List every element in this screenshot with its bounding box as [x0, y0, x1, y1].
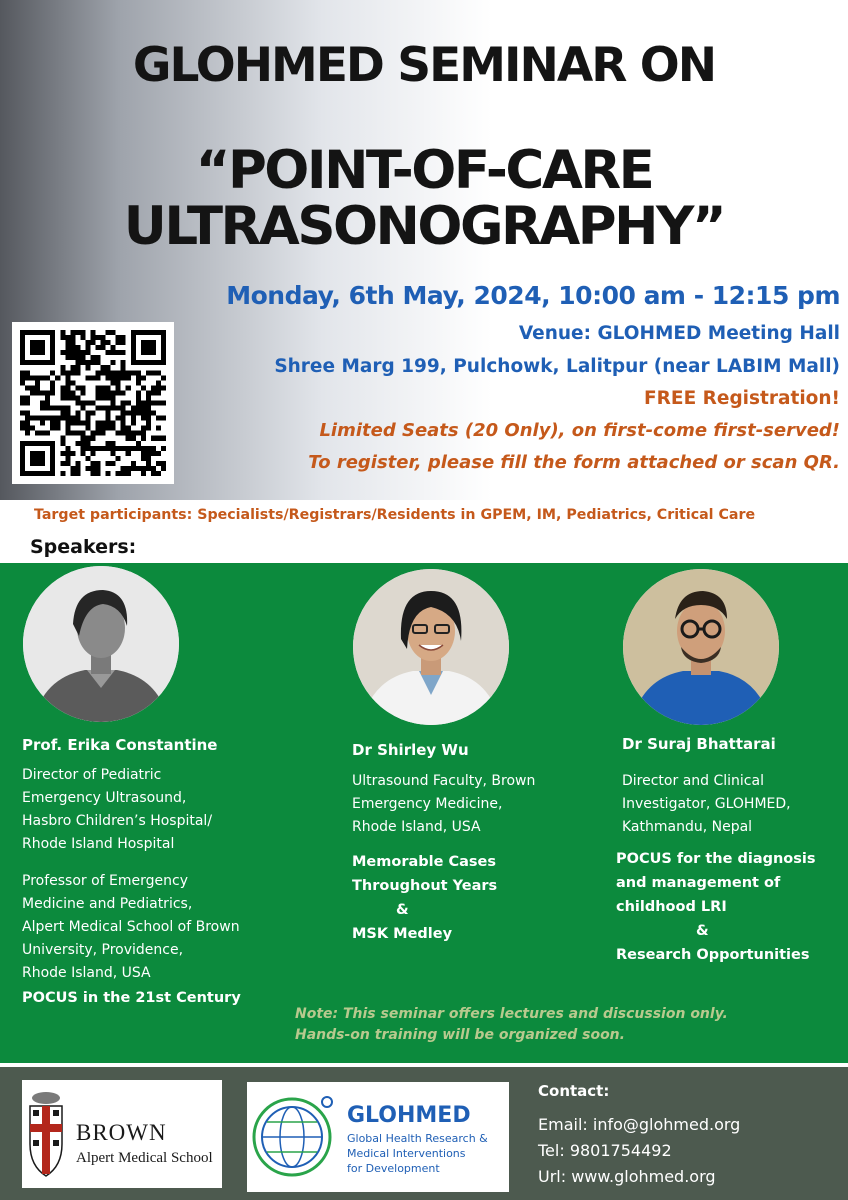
registration-qr-code[interactable]	[12, 322, 174, 484]
text-line: Rhode Island Hospital	[22, 836, 175, 852]
text-line: Emergency Ultrasound,	[22, 790, 187, 806]
text-line: Throughout Years	[352, 878, 498, 894]
event-address: Shree Marg 199, Pulchowk, Lalitpur (near LABIM Mall)	[274, 356, 840, 377]
speaker-2-topic	[352, 850, 497, 946]
contact-url[interactable]: Url: www.glohmed.org	[538, 1167, 716, 1186]
text-line: Research Opportunities	[616, 947, 810, 963]
speaker-3-name: Dr Suraj Bhattarai	[622, 735, 776, 753]
glohmed-sub-3: for Development	[347, 1162, 440, 1175]
text-line: and management of	[616, 875, 781, 891]
text-line: Ultrasound Faculty, Brown	[352, 773, 536, 789]
text-line: Investigator, GLOHMED,	[622, 796, 791, 812]
brown-name: BROWN	[76, 1120, 167, 1145]
speaker-1-name: Prof. Erika Constantine	[22, 736, 218, 754]
register-instructions: To register, please fill the form attached or scan QR.	[308, 452, 840, 473]
text-line: Professor of Emergency	[22, 873, 189, 889]
qr-code-icon	[20, 330, 166, 476]
text-line: Kathmandu, Nepal	[622, 819, 753, 835]
contact-email[interactable]: Email: info@glohmed.org	[538, 1115, 741, 1134]
glohmed-sub-2: Medical Interventions	[347, 1147, 466, 1160]
speaker-3-topic	[616, 847, 816, 967]
speaker-photo-1	[23, 566, 179, 722]
glohmed-logo	[247, 1082, 509, 1192]
title-line-3: ULTRASONOGRAPHY”	[123, 196, 725, 257]
event-venue: Venue: GLOHMED Meeting Hall	[518, 323, 840, 344]
text-line: Rhode Island, USA	[22, 965, 151, 981]
brown-shield-icon	[22, 1080, 222, 1188]
target-participants: Target participants: Specialists/Registrars/Residents in GPEM, IM, Pediatrics, Critical Care	[34, 507, 756, 523]
contact-phone[interactable]: Tel: 9801754492	[538, 1141, 672, 1160]
text-line: Note: This seminar offers lectures and discussion only.	[295, 1006, 728, 1022]
text-line: POCUS for the diagnosis	[616, 851, 816, 867]
text-line: POCUS in the 21st Century	[22, 990, 241, 1006]
text-line: University, Providence,	[22, 942, 184, 958]
limited-seats: Limited Seats (20 Only), on first-come first-served!	[319, 420, 840, 441]
title-line-1: GLOHMED SEMINAR ON	[132, 38, 716, 93]
glohmed-name: GLOHMED	[347, 1103, 471, 1128]
brown-logo	[22, 1080, 222, 1188]
speaker-1-role	[22, 764, 212, 856]
seminar-note	[295, 1004, 728, 1046]
text-line: Director and Clinical	[622, 773, 764, 789]
text-line: &	[696, 923, 709, 939]
text-line: Emergency Medicine,	[352, 796, 503, 812]
text-line: childhood LRI	[616, 899, 727, 915]
text-line: MSK Medley	[352, 926, 453, 942]
text-line: &	[396, 902, 409, 918]
person-portrait-icon	[623, 569, 779, 725]
person-portrait-icon	[353, 569, 509, 725]
text-line: Rhode Island, USA	[352, 819, 481, 835]
glohmed-sub-1: Global Health Research &	[347, 1132, 488, 1145]
person-portrait-icon	[23, 566, 179, 722]
contact-heading: Contact:	[538, 1082, 610, 1100]
event-datetime: Monday, 6th May, 2024, 10:00 am - 12:15 pm	[226, 281, 840, 310]
speaker-3-role	[622, 770, 791, 839]
speaker-2-name: Dr Shirley Wu	[352, 741, 469, 759]
title-line-2: “POINT-OF-CARE	[195, 140, 653, 201]
text-line: Director of Pediatric	[22, 767, 162, 783]
speaker-1-role-2	[22, 870, 240, 985]
speaker-1-topic	[22, 986, 241, 1010]
brown-sub: Alpert Medical School	[76, 1150, 213, 1166]
glohmed-globe-icon	[247, 1082, 509, 1192]
text-line: Memorable Cases	[352, 854, 497, 870]
speaker-photo-2	[353, 569, 509, 725]
speaker-photo-3	[623, 569, 779, 725]
speakers-heading: Speakers:	[30, 536, 137, 558]
text-line: Alpert Medical School of Brown	[22, 919, 240, 935]
text-line: Hasbro Children’s Hospital/	[22, 813, 213, 829]
free-registration: FREE Registration!	[644, 388, 840, 409]
text-line: Hands-on training will be organized soon.	[295, 1027, 625, 1043]
text-line: Medicine and Pediatrics,	[22, 896, 193, 912]
speaker-2-role	[352, 770, 535, 839]
